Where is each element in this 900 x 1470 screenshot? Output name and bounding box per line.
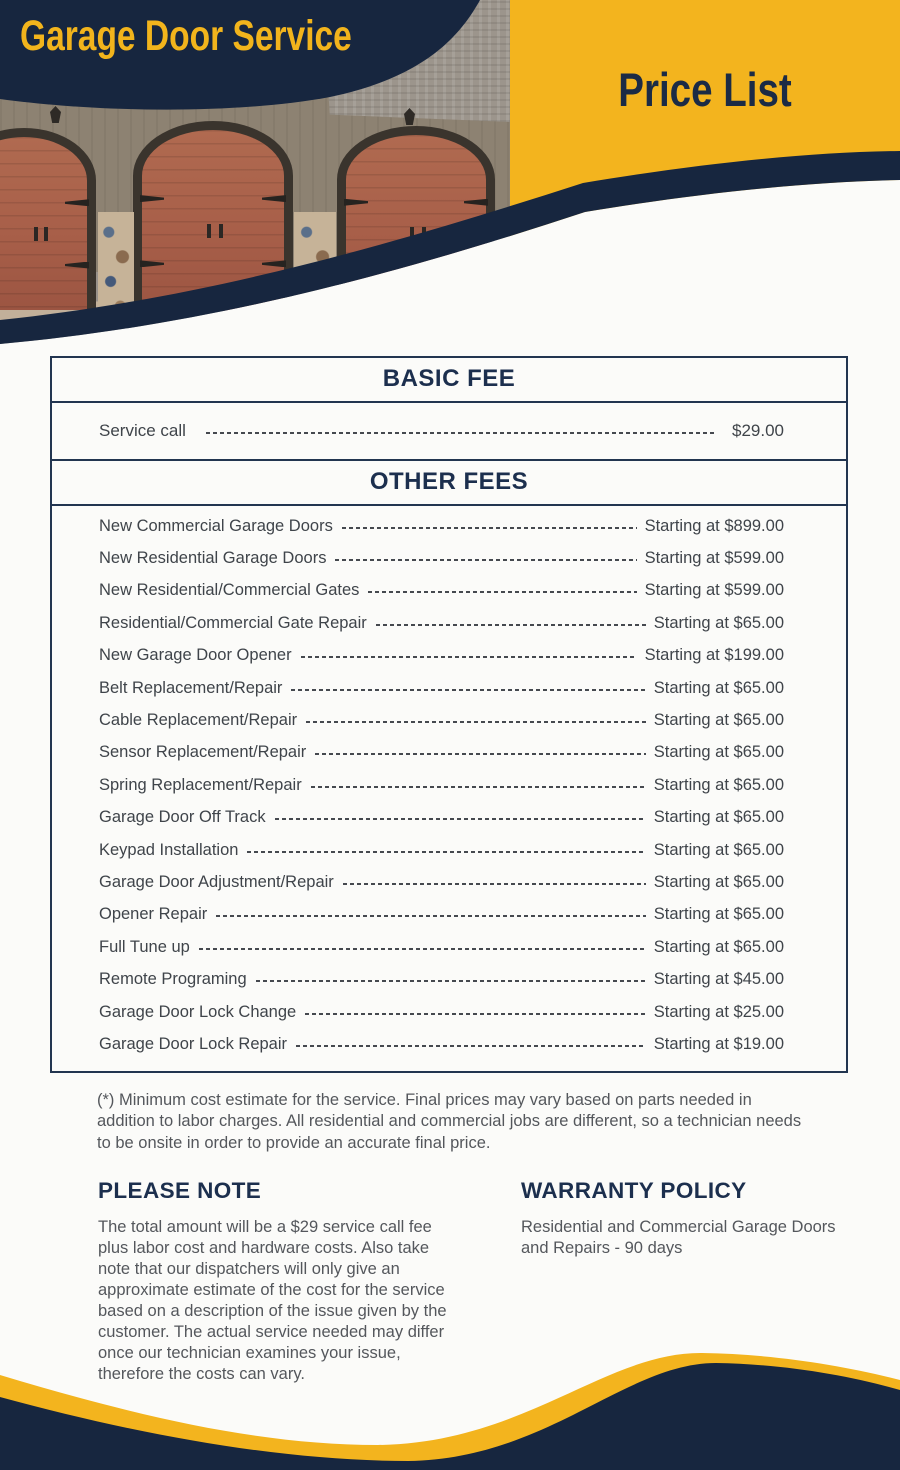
fee-label: New Commercial Garage Doors [99, 516, 333, 535]
dotted-leader [315, 753, 645, 755]
table-row [99, 704, 784, 736]
page-title: Price List [618, 63, 792, 116]
table-row [99, 640, 784, 672]
fee-label: New Residential Garage Doors [99, 549, 327, 568]
fee-price: Starting at $65.00 [653, 840, 784, 859]
warranty-body: Residential and Commercial Garage Doors and Repairs - 90 days [521, 1218, 836, 1258]
table-row [99, 802, 784, 834]
table-row [99, 996, 784, 1028]
header [0, 0, 900, 350]
dotted-leader [342, 527, 637, 529]
other-fees-list [52, 506, 846, 1071]
table-row [99, 769, 784, 801]
table-row [99, 963, 784, 995]
fee-label: Keypad Installation [99, 840, 239, 859]
fee-price: Starting at $65.00 [653, 711, 784, 730]
fee-price: Starting at $45.00 [653, 970, 784, 989]
table-row [99, 737, 784, 769]
table-row [99, 575, 784, 607]
fee-price: Starting at $599.00 [644, 581, 784, 600]
dotted-leader [305, 1013, 646, 1015]
dotted-leader [206, 432, 714, 434]
fee-price: Starting at $599.00 [644, 549, 784, 568]
dotted-leader [306, 721, 646, 723]
info-columns [98, 1178, 855, 1385]
fee-label: Cable Replacement/Repair [99, 711, 298, 730]
dotted-leader [199, 948, 646, 950]
fee-label: Opener Repair [99, 905, 208, 924]
table-row [52, 403, 846, 459]
table-row [99, 607, 784, 639]
please-note-section [98, 1178, 463, 1385]
table-row [99, 510, 784, 542]
fee-price: Starting at $65.00 [653, 937, 784, 956]
please-note-body: The total amount will be a $29 service call fee plus labor cost and hardware costs. Also take note that our dispatchers will only give an approximate estimate of the cost for the service based on a description of the issue given by the customer. The actual service needed may differ once our technician examines your issue, therefore the costs can vary. [98, 1218, 447, 1384]
main-content [0, 350, 900, 1385]
fee-price: Starting at $65.00 [653, 775, 784, 794]
dotted-leader [296, 1045, 646, 1047]
dotted-leader [368, 591, 636, 593]
disclaimer-note: (*) Minimum cost estimate for the service. Final prices may vary based on parts needed in addition to labor charges. All residential and commercial jobs are different, so a technician needs to be onsite in order to provide an accurate final price. [97, 1090, 802, 1152]
dotted-leader [256, 980, 646, 982]
fee-label: New Garage Door Opener [99, 646, 292, 665]
table-row [99, 542, 784, 574]
basic-fee-header: BASIC FEE [52, 358, 846, 403]
table-row [99, 899, 784, 931]
dotted-leader [275, 818, 646, 820]
table-row [99, 1028, 784, 1060]
warranty-title: WARRANTY POLICY [521, 1178, 747, 1204]
fee-label: Full Tune up [99, 937, 190, 956]
fee-price: Starting at $65.00 [653, 743, 784, 762]
fee-label: Service call [99, 421, 186, 440]
dotted-leader [376, 624, 646, 626]
fee-price: Starting at $19.00 [653, 1034, 784, 1053]
dotted-leader [247, 851, 645, 853]
fee-price: $29.00 [732, 421, 784, 440]
fee-label: Garage Door Adjustment/Repair [99, 872, 334, 891]
dotted-leader [301, 656, 637, 658]
fee-price: Starting at $65.00 [653, 678, 784, 697]
fee-price: Starting at $65.00 [653, 808, 784, 827]
fee-label: Belt Replacement/Repair [99, 678, 283, 697]
price-table [50, 356, 848, 1073]
fee-price: Starting at $199.00 [644, 646, 784, 665]
dotted-leader [311, 786, 646, 788]
other-fees-header: OTHER FEES [52, 459, 846, 506]
fee-label: Residential/Commercial Gate Repair [99, 613, 367, 632]
fee-price: Starting at $899.00 [644, 516, 784, 535]
fee-price: Starting at $65.00 [653, 905, 784, 924]
table-row [99, 834, 784, 866]
please-note-title: PLEASE NOTE [98, 1178, 262, 1204]
dotted-leader [291, 689, 645, 691]
table-row [99, 931, 784, 963]
dotted-leader [216, 915, 646, 917]
fee-price: Starting at $65.00 [653, 872, 784, 891]
fee-label: Garage Door Lock Change [99, 1002, 297, 1021]
warranty-section [521, 1178, 866, 1385]
table-row [99, 672, 784, 704]
fee-label: Garage Door Lock Repair [99, 1034, 288, 1053]
fee-label: Garage Door Off Track [99, 808, 266, 827]
dotted-leader [335, 559, 636, 561]
dotted-leader [343, 883, 646, 885]
fee-label: Remote Programing [99, 970, 247, 989]
fee-price: Starting at $25.00 [653, 1002, 784, 1021]
fee-label: New Residential/Commercial Gates [99, 581, 360, 600]
fee-label: Sensor Replacement/Repair [99, 743, 307, 762]
fee-price: Starting at $65.00 [653, 613, 784, 632]
brand-logo: Garage Door Service [20, 12, 352, 60]
fee-label: Spring Replacement/Repair [99, 775, 302, 794]
table-row [99, 866, 784, 898]
